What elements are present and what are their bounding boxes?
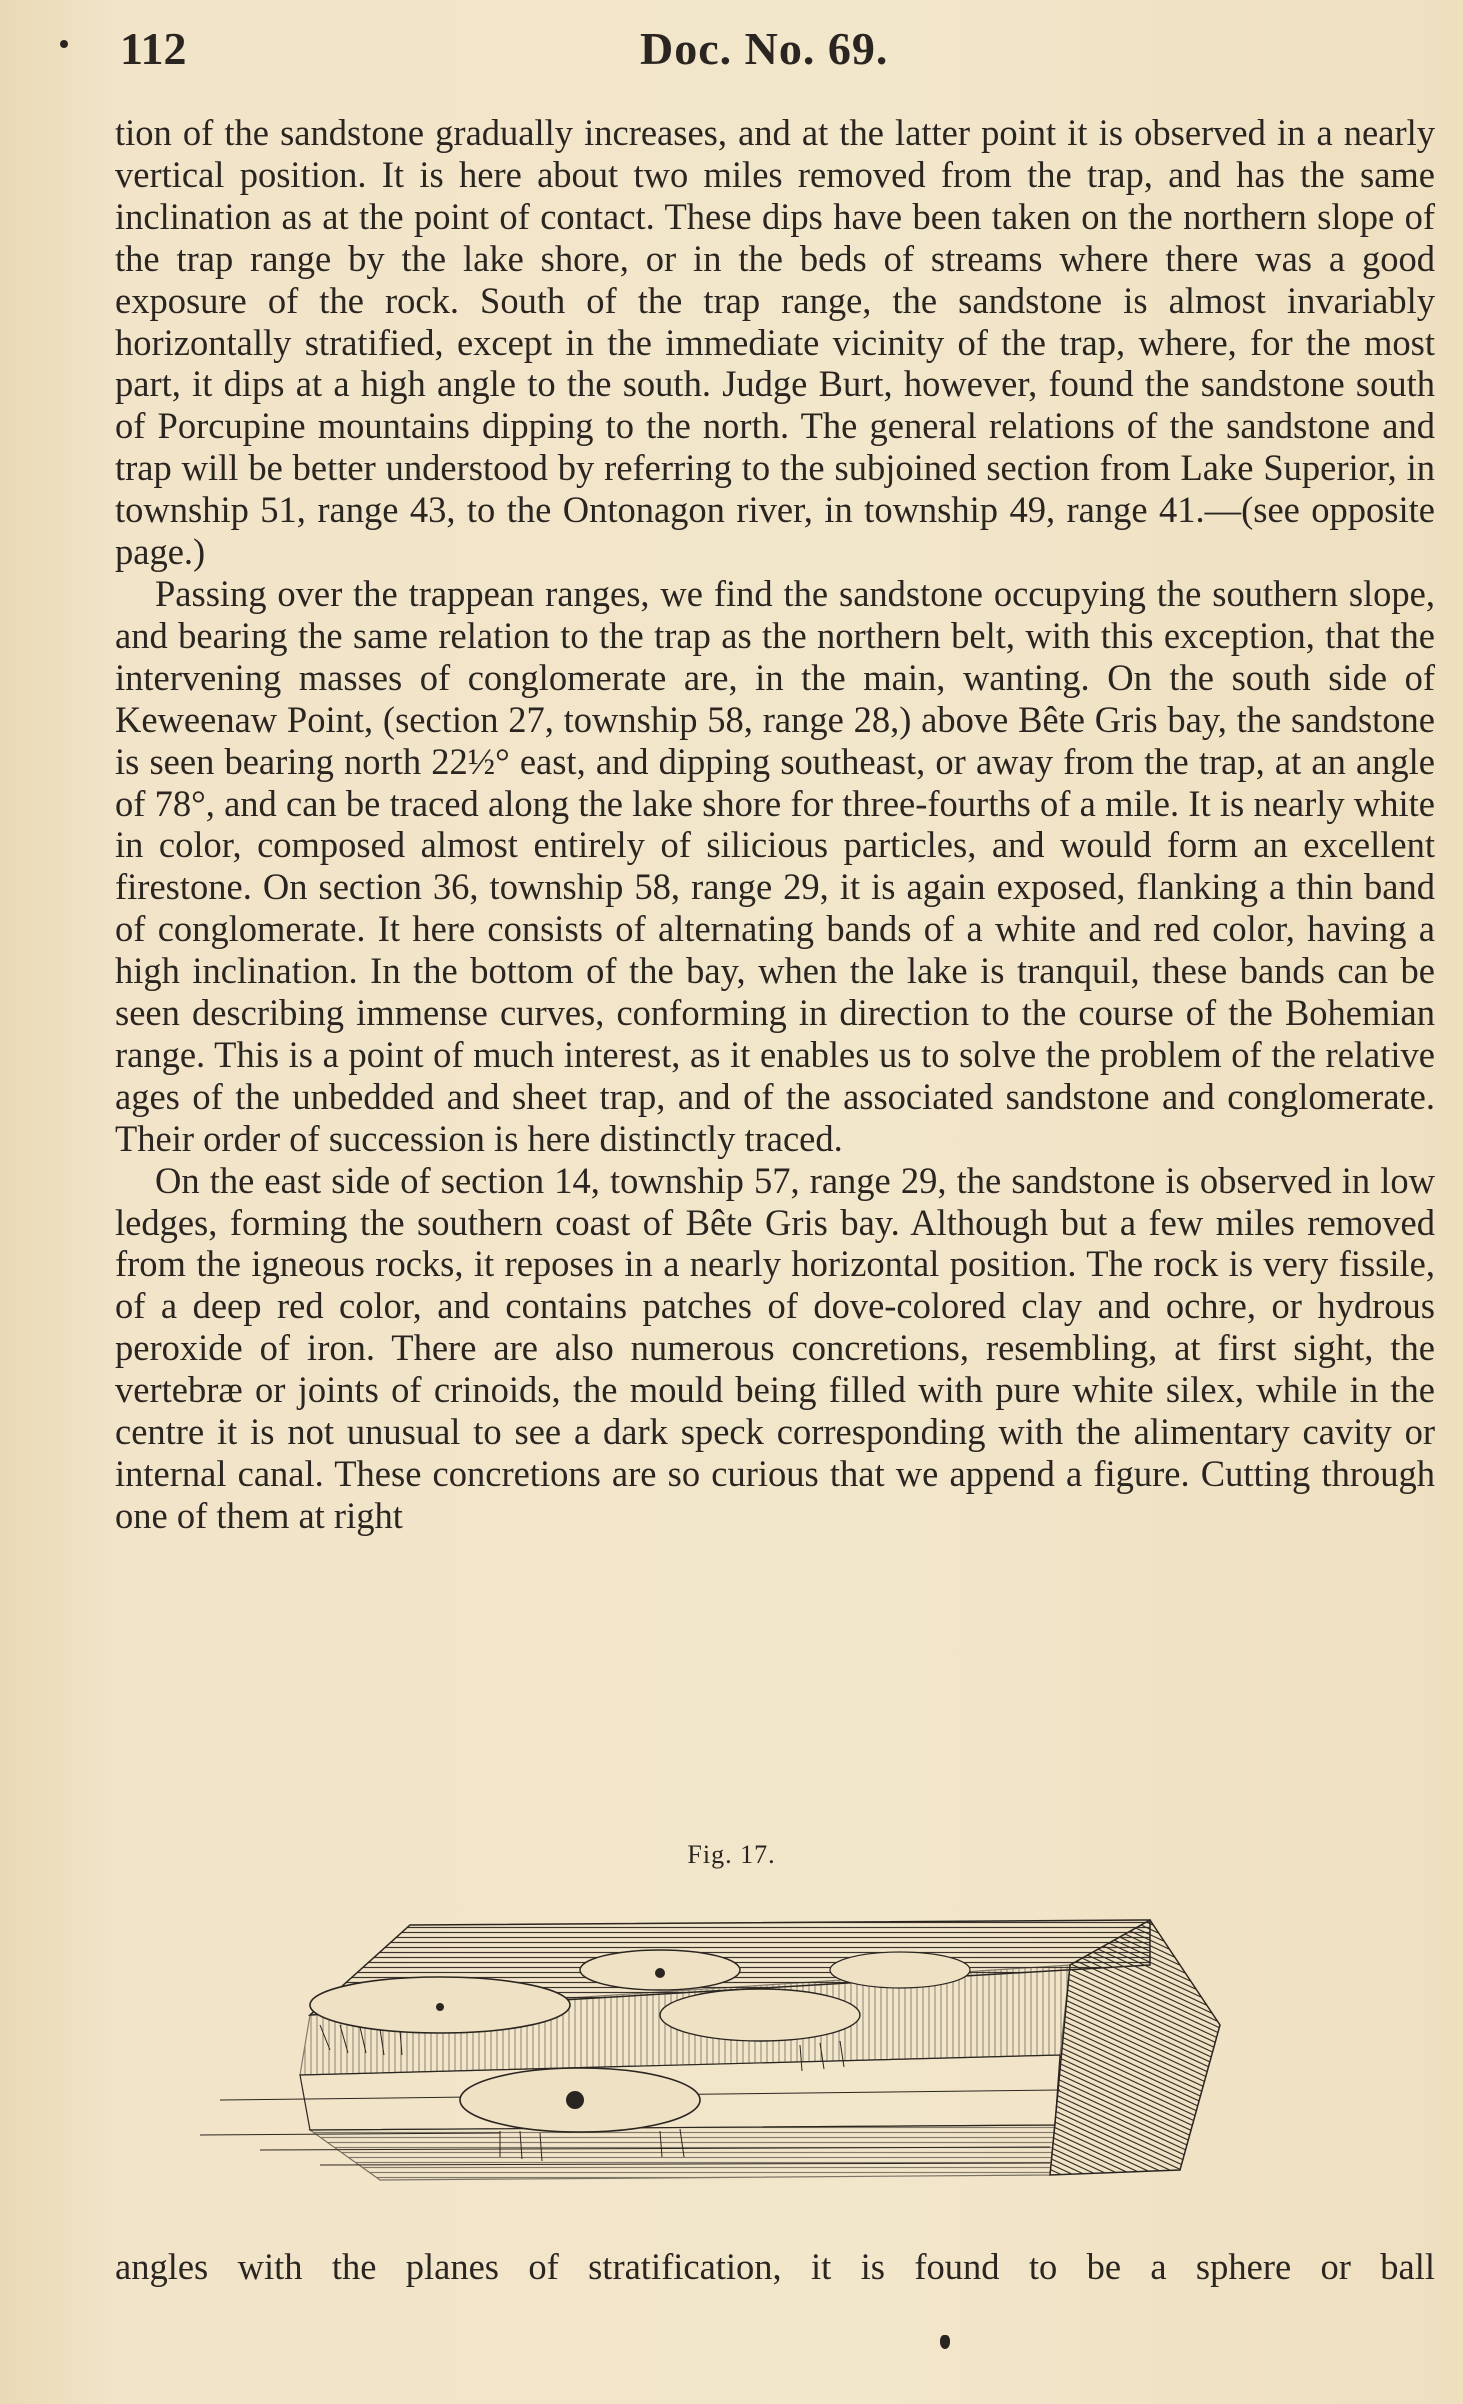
paragraph-continued: tion of the sandstone gradually increases, and at the latter point it is observed in a nearly vertical position. It is here about two miles removed from the trap, and has the same inclination as at the point of contact. These dips have been taken on the northern slope of the trap range by the lake shore, or in the beds of streams where there was a good exposure of the rock. South of the trap range, the sandstone is almost invariably horizontally stratified, except in the immediate vicinity of the trap, where, for the most part, it dips at a high angle to the south. Judge Burt, however, found the sandstone south of Porcupine mountains dipping to the north. The general relations of the sandstone and trap will be better understood by referring to the subjoined section from Lake Superior, in township 51, range 43, to the Ontonagon river, in township 49, range 41.—(see opposite page.): [115, 112, 1435, 573]
figure-caption: Fig. 17.: [687, 1840, 776, 1869]
running-head: Doc. No. 69.: [640, 23, 889, 74]
paragraph: Passing over the trappean ranges, we find the sandstone occupying the southern slope, and bearing the same relation to the trap as the northern belt, with this exception, that the intervening masses of conglomerate are, in the main, wanting. On the south side of Keweenaw Point, (section 27, township 58, range 28,) above Bête Gris bay, the sandstone is seen bearing north 22½° east, and dipping southeast, or away from the trap, at an angle of 78°, and can be traced along the lake shore for three-fourths of a mile. It is nearly white in color, composed almost entirely of silicious particles, and would form an excellent firestone. On section 36, township 58, range 29, it is again exposed, flanking a thin band of conglomerate. It here consists of alternating bands of a white and red color, having a high inclination. In the bottom of the bay, when the lake is tranquil, these bands can be seen describing immense curves, conforming in direction to the course of the Bohemian range. This is a point of much interest, as it enables us to solve the problem of the relative ages of the unbedded and sheet trap, and of the associated sandstone and conglomerate. Their order of succession is here distinctly traced.: [115, 572, 1435, 1159]
paragraph: On the east side of section 14, township 57, range 29, the sandstone is observed in low ledges, forming the southern coast of Bête Gris bay. Although but a few miles removed from the igneous rocks, it reposes in a nearly horizontal position. The rock is very fissile, of a deep red color, and contains patches of dove-colored clay and ochre, or hydrous peroxide of iron. There are also numerous concretions, resembling, at first sight, the vertebræ or joints of crinoids, the mould being filled with pure white silex, while in the centre it is not unusual to see a dark speck corresponding with the alimentary cavity or internal canal. These concretions are so curious that we append a figure. Cutting through one of them at right: [115, 1159, 1435, 1536]
figure-concretion-illustration: [200, 1895, 1250, 2195]
margin-dot: [60, 40, 68, 48]
continuation-line: angles with the planes of stratification, it is found to be a sphere or ball: [115, 2246, 1435, 2287]
page-number: 112: [120, 23, 187, 74]
footer-ink-mark: [940, 2335, 950, 2349]
body-text: [115, 112, 1435, 1537]
page-header: [60, 22, 1420, 82]
